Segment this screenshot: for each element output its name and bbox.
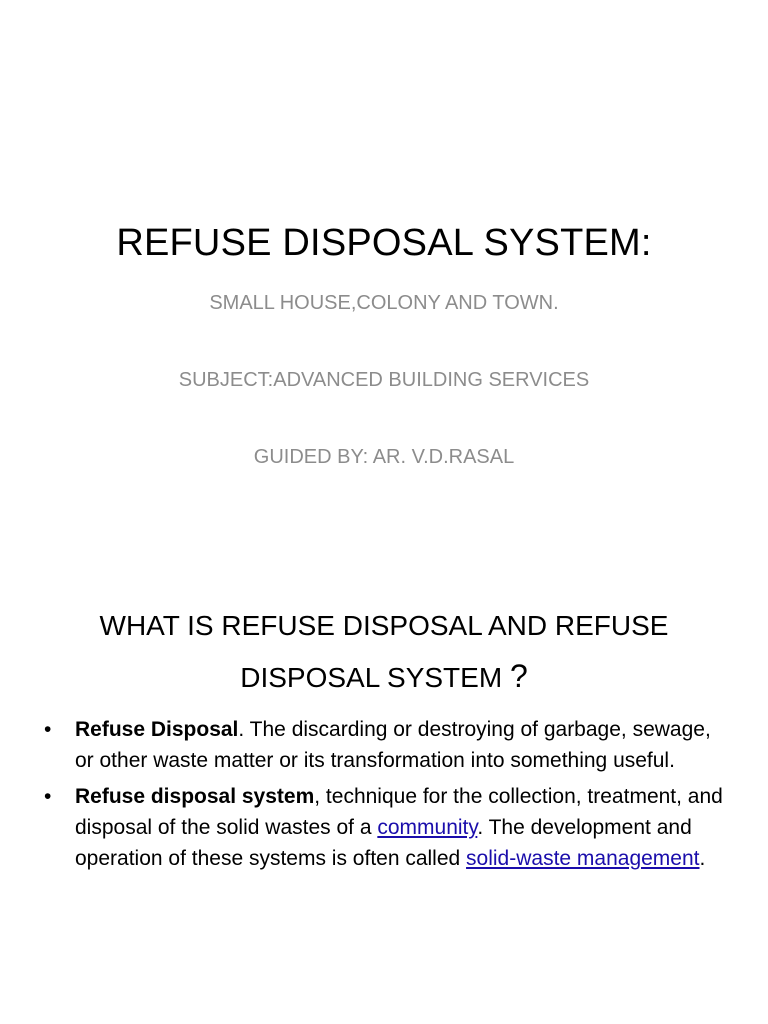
definition-part-3: . [699,847,706,870]
definition-list [44,714,724,879]
slide-2-title-line-2 [0,651,768,703]
question-mark: ? [509,658,528,694]
community-link[interactable]: community [377,816,478,839]
bullet-icon: • [44,785,52,808]
slide-1-title: REFUSE DISPOSAL SYSTEM: [116,222,652,264]
definition-part-2: . The development and operation of these systems is often called [75,816,692,870]
bullet-icon: • [44,718,52,741]
list-item [44,714,724,776]
slide-definition [0,580,768,1024]
solid-waste-management-link[interactable]: solid-waste management [466,847,700,870]
slide-2-title-line-1: WHAT IS REFUSE DISPOSAL AND REFUSE [99,610,669,641]
slide-2-title [0,601,768,703]
slide-2-title-line-2-text: DISPOSAL SYSTEM [240,662,503,693]
definition-refuse-disposal: . The discarding or destroying of garbage, sewage, or other waste matter or its transformation into something useful. [75,718,711,772]
subtitle-guide: GUIDED BY: AR. V.D.RASAL [253,446,515,468]
term-refuse-disposal-system: Refuse disposal system [75,785,315,808]
subtitle-subject: SUBJECT:ADVANCED BUILDING SERVICES [178,369,590,391]
subtitle-scope: SMALL HOUSE,COLONY AND TOWN. [209,292,559,314]
list-item [44,781,724,874]
definition-part-1: , technique for the collection, treatment, and disposal of the solid wastes of a [75,785,723,839]
term-refuse-disposal: Refuse Disposal [75,718,239,741]
